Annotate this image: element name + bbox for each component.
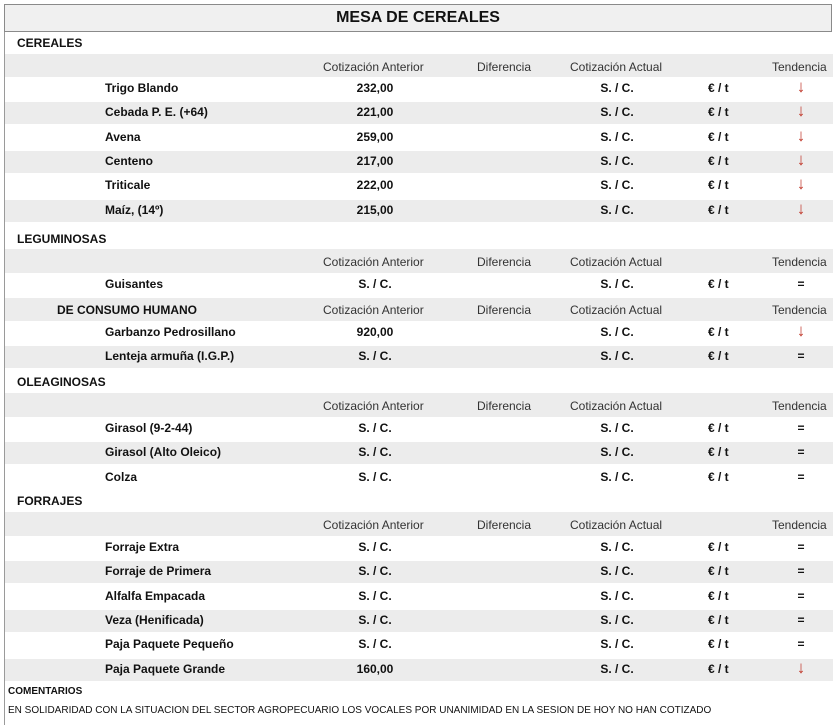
previous-price: 160,00 — [356, 661, 394, 676]
trend-down-arrow-icon: ↓ — [796, 77, 806, 96]
price-unit: € / t — [708, 129, 729, 144]
product-name: Forraje Extra — [105, 540, 180, 554]
previous-price: S. / C. — [358, 564, 392, 579]
trend-stable-icon: = — [797, 349, 805, 364]
current-price: S. / C. — [600, 105, 634, 120]
col-header-trend: Tendencia — [772, 255, 827, 269]
price-unit: € / t — [708, 325, 729, 339]
trend-stable-icon: = — [797, 421, 805, 435]
previous-price: 215,00 — [356, 202, 394, 217]
table-row — [5, 442, 833, 464]
current-price: S. / C. — [600, 325, 634, 339]
previous-price: S. / C. — [358, 445, 392, 460]
previous-price: 259,00 — [356, 129, 394, 144]
previous-price: S. / C. — [358, 540, 392, 554]
product-name: Cebada P. E. (+64) — [105, 105, 208, 120]
price-unit: € / t — [708, 540, 729, 554]
product-name: Guisantes — [105, 277, 164, 291]
product-name: Centeno — [105, 153, 153, 168]
table-row — [0, 634, 834, 656]
previous-price: 221,00 — [356, 105, 394, 120]
page-title: MESA DE CEREALES — [4, 4, 832, 32]
subsection-title: DE CONSUMO HUMANO — [57, 303, 197, 317]
current-price: S. / C. — [600, 421, 634, 435]
current-price: S. / C. — [600, 202, 634, 217]
price-unit: € / t — [708, 421, 729, 435]
comments-title: COMENTARIOS — [8, 686, 83, 697]
trend-down-arrow-icon: ↓ — [796, 321, 806, 340]
current-price: S. / C. — [600, 277, 634, 291]
product-name: Girasol (9-2-44) — [105, 421, 193, 435]
product-name: Paja Paquete Grande — [105, 661, 226, 676]
price-unit: € / t — [708, 445, 729, 460]
table-row — [0, 467, 834, 489]
comments-text: EN SOLIDARIDAD CON LA SITUACION DEL SECTOR AGROPECUARIO LOS VOCALES POR UNANIMIDAD EN LA SESION DE HOY NO HAN COTIZADO — [8, 705, 712, 716]
previous-price: S. / C. — [358, 469, 392, 484]
trend-down-arrow-icon: ↓ — [796, 198, 806, 218]
table-row — [5, 200, 833, 222]
previous-price: S. / C. — [358, 637, 392, 652]
table-row — [0, 418, 834, 440]
table-row — [0, 274, 834, 296]
previous-price: S. / C. — [358, 349, 392, 364]
col-header-prev: Cotización Anterior — [323, 518, 424, 532]
product-name: Triticale — [105, 178, 151, 193]
price-unit: € / t — [708, 277, 729, 291]
product-name: Avena — [105, 129, 141, 144]
col-header-trend: Tendencia — [772, 518, 827, 532]
current-price: S. / C. — [600, 153, 634, 168]
product-name: Lenteja armuña (I.G.P.) — [105, 349, 235, 364]
col-header-curr: Cotización Actual — [570, 255, 663, 269]
col-header-prev: Cotización Anterior — [323, 60, 424, 74]
col-header-diff: Diferencia — [477, 399, 532, 413]
table-row — [5, 346, 833, 368]
table-row — [5, 151, 833, 173]
trend-stable-icon: = — [797, 564, 805, 579]
col-header-prev: Cotización Anterior — [323, 303, 424, 317]
product-name: Garbanzo Pedrosillano — [105, 325, 236, 339]
previous-price: S. / C. — [358, 421, 392, 435]
price-unit: € / t — [708, 612, 729, 627]
table-row — [5, 102, 833, 124]
trend-down-arrow-icon: ↓ — [796, 125, 806, 145]
trend-stable-icon: = — [797, 540, 805, 554]
current-price: S. / C. — [600, 540, 634, 554]
trend-down-arrow-icon: ↓ — [796, 149, 806, 169]
trend-down-arrow-icon: ↓ — [796, 174, 806, 194]
previous-price: S. / C. — [358, 588, 392, 603]
table-row — [0, 537, 834, 559]
table-row — [5, 561, 833, 583]
price-unit: € / t — [708, 202, 729, 217]
trend-stable-icon: = — [797, 469, 805, 484]
trend-stable-icon: = — [797, 588, 805, 603]
col-header-curr: Cotización Actual — [570, 518, 663, 532]
section-title-leguminosas: LEGUMINOSAS — [17, 232, 107, 246]
price-unit: € / t — [708, 153, 729, 168]
current-price: S. / C. — [600, 129, 634, 144]
current-price: S. / C. — [600, 178, 634, 193]
col-header-trend: Tendencia — [772, 60, 827, 74]
section-title-oleaginosas: OLEAGINOSAS — [17, 375, 106, 389]
col-header-curr: Cotización Actual — [570, 399, 663, 413]
product-name: Maíz, (14º) — [105, 202, 164, 217]
section-title-cereales: CEREALES — [17, 36, 83, 50]
price-unit: € / t — [708, 178, 729, 193]
product-name: Girasol (Alto Oleico) — [105, 445, 222, 460]
col-header-prev: Cotización Anterior — [323, 255, 424, 269]
previous-price: 217,00 — [356, 153, 394, 168]
product-name: Colza — [105, 469, 138, 484]
price-unit: € / t — [708, 637, 729, 652]
table-row — [0, 78, 834, 100]
price-unit: € / t — [708, 588, 729, 603]
table-row — [0, 586, 834, 608]
price-unit: € / t — [708, 81, 729, 95]
price-unit: € / t — [708, 564, 729, 579]
table-row — [5, 659, 833, 681]
current-price: S. / C. — [600, 564, 634, 579]
product-name: Veza (Henificada) — [105, 612, 204, 627]
col-header-trend: Tendencia — [772, 303, 827, 317]
product-name: Alfalfa Empacada — [105, 588, 206, 603]
col-header-trend: Tendencia — [772, 399, 827, 413]
trend-down-arrow-icon: ↓ — [796, 657, 806, 677]
section-title-forrajes: FORRAJES — [17, 494, 83, 508]
current-price: S. / C. — [600, 588, 634, 603]
previous-price: 222,00 — [356, 178, 394, 193]
product-name: Trigo Blando — [105, 81, 179, 95]
current-price: S. / C. — [600, 661, 634, 676]
product-name: Forraje de Primera — [105, 564, 212, 579]
previous-price: S. / C. — [358, 612, 392, 627]
current-price: S. / C. — [600, 81, 634, 95]
table-row — [0, 127, 834, 149]
table-row — [0, 175, 834, 197]
trend-down-arrow-icon: ↓ — [796, 101, 806, 121]
col-header-diff: Diferencia — [477, 518, 532, 532]
current-price: S. / C. — [600, 445, 634, 460]
previous-price: 232,00 — [356, 81, 394, 95]
col-header-diff: Diferencia — [477, 303, 532, 317]
table-row — [5, 610, 833, 632]
col-header-diff: Diferencia — [477, 255, 532, 269]
col-header-diff: Diferencia — [477, 60, 532, 74]
current-price: S. / C. — [600, 349, 634, 364]
current-price: S. / C. — [600, 612, 634, 627]
previous-price: S. / C. — [358, 277, 392, 291]
trend-stable-icon: = — [797, 277, 805, 291]
price-unit: € / t — [708, 349, 729, 364]
previous-price: 920,00 — [356, 325, 394, 339]
current-price: S. / C. — [600, 637, 634, 652]
price-unit: € / t — [708, 469, 729, 484]
price-unit: € / t — [708, 661, 729, 676]
trend-stable-icon: = — [797, 445, 805, 460]
col-header-prev: Cotización Anterior — [323, 399, 424, 413]
product-name: Paja Paquete Pequeño — [105, 637, 234, 652]
col-header-curr: Cotización Actual — [570, 303, 663, 317]
current-price: S. / C. — [600, 469, 634, 484]
table-row — [0, 322, 834, 344]
trend-stable-icon: = — [797, 612, 805, 627]
col-header-curr: Cotización Actual — [570, 60, 663, 74]
price-unit: € / t — [708, 105, 729, 120]
trend-stable-icon: = — [797, 637, 805, 652]
